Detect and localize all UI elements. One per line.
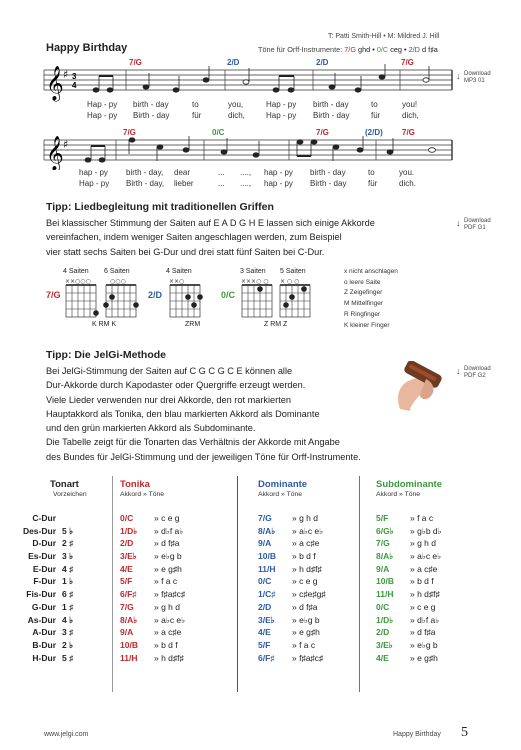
table-divider bbox=[112, 476, 113, 692]
chord-cell: 10/B » b d f bbox=[258, 551, 316, 562]
orff-part: 7/G bbox=[344, 45, 357, 54]
lyric-word: lieber bbox=[174, 179, 194, 188]
chord-cell: 8/A♭ » a♭c e♭ bbox=[120, 614, 186, 625]
key-name: G-Dur bbox=[31, 601, 56, 612]
chord-label: 2/D bbox=[316, 58, 329, 67]
chord-cell: 2/D » d f♯a bbox=[120, 538, 180, 549]
chord-cell: 11/H » h d♯f♯ bbox=[120, 652, 184, 663]
table-divider bbox=[359, 476, 360, 692]
finger-labels: K RM K bbox=[92, 321, 117, 328]
download-pdf-g1[interactable] bbox=[456, 218, 491, 232]
download-label: Download bbox=[464, 366, 491, 372]
column-subheader: Akkord » Töne bbox=[376, 491, 421, 498]
lyric-word: Birth - day bbox=[313, 111, 350, 120]
key-signature: 1 ♯ bbox=[62, 601, 74, 612]
key-signature: 4 ♭ bbox=[62, 614, 74, 625]
chord-cell: 2/D » d f♯a bbox=[258, 601, 318, 612]
treble-clef-icon: 𝄞 bbox=[46, 136, 64, 170]
footer-url[interactable]: www.jelgi.com bbox=[44, 731, 89, 738]
lyric-word: für bbox=[371, 111, 381, 120]
tip2-heading: Tipp: Die JelGi-Methode bbox=[46, 349, 166, 361]
key-name: Es-Dur bbox=[28, 551, 56, 562]
key-name: D-Dur bbox=[32, 538, 56, 549]
lyric-word: to bbox=[368, 168, 375, 177]
download-arrow-icon: ↓ bbox=[456, 71, 461, 81]
column-tonika bbox=[120, 479, 164, 498]
lyric-word: Hap - py bbox=[87, 111, 118, 120]
svg-text:3: 3 bbox=[72, 72, 77, 81]
column-subheader: Vorzeichen bbox=[53, 491, 87, 498]
finger-legend: x nicht anschlagen o leere Saite Z Zeigefinger M Mittelfinger R Ringfinger K kleiner Finger bbox=[344, 268, 398, 329]
table-row bbox=[8, 575, 434, 588]
chord-strings-label: 3 Saiten bbox=[240, 268, 266, 275]
lyric-word: you! bbox=[402, 100, 418, 109]
table-row bbox=[8, 512, 434, 525]
chord-label: 7/G bbox=[402, 128, 415, 137]
svg-text:××○: ××○ bbox=[169, 278, 185, 285]
lyric-word: dear bbox=[174, 168, 191, 177]
chord-cell: 8/A♭ » a♭c e♭ bbox=[258, 525, 324, 536]
lyric-word: für bbox=[192, 111, 202, 120]
download-mp3[interactable] bbox=[456, 71, 491, 85]
column-dominante bbox=[258, 479, 307, 498]
chord-cell: 10/B » b d f bbox=[120, 639, 178, 650]
chord-cell: 6/G♭ » g♭b d♭ bbox=[376, 525, 442, 536]
chord-label: 0/C bbox=[212, 128, 225, 137]
lyric-word: Birth - day, bbox=[126, 179, 165, 188]
download-arrow-icon: ↓ bbox=[456, 218, 461, 228]
page-number: 5 bbox=[461, 725, 468, 740]
orff-part: 0/C bbox=[376, 45, 389, 54]
chord-cell: 9/A » a c♯e bbox=[120, 627, 182, 638]
key-signature: 2 ♯ bbox=[62, 538, 74, 549]
svg-text:× ○ ○: × ○ ○ bbox=[280, 278, 300, 285]
footer-song: Happy Birthday bbox=[393, 731, 441, 738]
chord-cell: 0/C » c e g bbox=[376, 601, 436, 612]
chord-cell: 4/E » e g♯h bbox=[258, 627, 320, 638]
download-label: Download bbox=[464, 71, 491, 77]
lyric-word: hap - py bbox=[264, 168, 293, 177]
lyric-word: birth - day bbox=[313, 100, 349, 109]
lyric-word: birth - day bbox=[133, 100, 169, 109]
lyric-word: to bbox=[192, 100, 199, 109]
lyric-word: Hap - py bbox=[266, 100, 297, 109]
chord-cell: 6/F♯ » f♯a♯c♯ bbox=[120, 589, 186, 600]
table-row bbox=[8, 614, 440, 627]
table-row bbox=[8, 601, 436, 614]
table-row bbox=[8, 639, 438, 652]
column-subdominante bbox=[376, 479, 442, 498]
lyric-word: hap - py bbox=[264, 179, 293, 188]
lyric-word: Birth - day bbox=[310, 179, 347, 188]
column-header: Tonart bbox=[50, 479, 79, 490]
chord-label: 7/G bbox=[129, 58, 142, 67]
key-signature: 1 ♭ bbox=[62, 576, 74, 587]
column-header: Subdominante bbox=[376, 479, 442, 490]
lyric-word: birth - day, bbox=[126, 168, 164, 177]
orff-part: d f♯a bbox=[419, 45, 438, 54]
lyric-word: Hap - py bbox=[266, 111, 297, 120]
key-name: F-Dur bbox=[33, 576, 56, 587]
lyric-word: Birth - day bbox=[133, 111, 170, 120]
orff-part: 2/D bbox=[408, 45, 420, 54]
table-row bbox=[8, 652, 438, 665]
table-divider bbox=[237, 476, 238, 692]
song-title: Happy Birthday bbox=[46, 42, 128, 54]
chord-cell: 9/A » a c♯e bbox=[376, 563, 438, 574]
table-row bbox=[8, 588, 440, 601]
chord-cell: 3/E♭ » e♭g b bbox=[376, 639, 438, 650]
chord-cell: 7/G » g h d bbox=[120, 601, 180, 612]
lyric-word: dich, bbox=[402, 111, 419, 120]
key-name: B-Dur bbox=[32, 639, 56, 650]
lyric-word: für bbox=[368, 179, 378, 188]
table-row bbox=[8, 537, 436, 550]
table-row bbox=[8, 550, 442, 563]
table-row bbox=[8, 626, 436, 639]
column-header: Tonika bbox=[120, 479, 150, 490]
orff-part: ghd • bbox=[356, 45, 377, 54]
chord-cell: 4/E » e g♯h bbox=[376, 652, 438, 663]
chord-cell: 8/A♭ » a♭c e♭ bbox=[376, 551, 442, 562]
tip1-heading: Tipp: Liedbegleitung mit traditionellen Griffen bbox=[46, 201, 274, 213]
lyric-word: hap - py bbox=[79, 168, 108, 177]
key-signature: 2 ♭ bbox=[62, 639, 74, 650]
key-name: A-Dur bbox=[32, 627, 56, 638]
chord-strings-label: 4 Saiten bbox=[63, 268, 89, 275]
key-name: Des-Dur bbox=[22, 525, 56, 536]
lyric-word: you. bbox=[399, 168, 415, 177]
capo-hand-image bbox=[390, 361, 452, 413]
download-file: PDF G2 bbox=[464, 373, 486, 379]
treble-clef-icon: 𝄞 bbox=[46, 66, 64, 101]
chord-cell: 5/F » f a c bbox=[120, 576, 178, 587]
chord-cell: 3/E♭ » e♭g b bbox=[120, 551, 182, 562]
orff-notes bbox=[258, 45, 438, 54]
chord-strings-label: 4 Saiten bbox=[166, 268, 192, 275]
table-row bbox=[8, 563, 438, 576]
download-pdf-g2[interactable] bbox=[456, 366, 491, 380]
chord-diagrams bbox=[60, 277, 350, 341]
chord-label: 7/G bbox=[123, 128, 136, 137]
finger-labels: ZRM bbox=[185, 321, 201, 328]
chord-cell: 7/G » g h d bbox=[258, 513, 318, 523]
lyric-word: to bbox=[371, 100, 378, 109]
key-name: E-Dur bbox=[32, 563, 56, 574]
key-name: As-Dur bbox=[27, 614, 56, 625]
key-table bbox=[8, 512, 442, 664]
chord-cell: 11/H » h d♯f♯ bbox=[376, 589, 440, 600]
chord-cell: 9/A » a c♯e bbox=[258, 538, 320, 549]
svg-text:♯: ♯ bbox=[63, 138, 69, 151]
svg-text:××○○○: ××○○○ bbox=[65, 278, 91, 285]
svg-text:♯: ♯ bbox=[63, 68, 69, 81]
chord-strings-label: 5 Saiten bbox=[280, 268, 306, 275]
lyric-word: Hap - py bbox=[79, 179, 110, 188]
key-signature: 6 ♯ bbox=[62, 589, 74, 600]
svg-text:4: 4 bbox=[72, 81, 77, 90]
key-name: C-Dur bbox=[32, 513, 56, 523]
key-signature: 3 ♭ bbox=[62, 551, 74, 562]
download-file: PDF G1 bbox=[464, 225, 486, 231]
lyric-word: ...., bbox=[240, 168, 252, 177]
table-row bbox=[8, 525, 442, 538]
chord-cell: 3/E♭ » e♭g b bbox=[258, 614, 320, 625]
download-file: MP3 01 bbox=[464, 78, 485, 84]
lyric-word: Hap - py bbox=[87, 100, 118, 109]
lyric-word: dich. bbox=[399, 179, 416, 188]
chord-strings-label: 6 Saiten bbox=[104, 268, 130, 275]
chord-label: (2/D) bbox=[365, 128, 383, 137]
orff-part: ceg • bbox=[388, 45, 409, 54]
chord-cell: 4/E » e g♯h bbox=[120, 563, 182, 574]
orff-chord-list bbox=[344, 45, 438, 54]
finger-labels: Z RM Z bbox=[264, 321, 288, 328]
chord-name-c: 0/C bbox=[221, 290, 236, 300]
chord-cell: 5/F » f a c bbox=[258, 639, 316, 650]
chord-cell: 7/G » g h d bbox=[376, 538, 436, 549]
lyric-word: ...., bbox=[240, 179, 252, 188]
chord-label: 2/D bbox=[227, 58, 240, 67]
column-subheader: Akkord » Töne bbox=[258, 491, 303, 498]
lyric-word: birth - day bbox=[310, 168, 346, 177]
chord-cell: 10/B » b d f bbox=[376, 576, 434, 587]
chord-cell: 1/C♯ » c♯e♯g♯ bbox=[258, 589, 326, 600]
key-signature: 4 ♯ bbox=[62, 563, 74, 574]
music-staff-2 bbox=[36, 134, 460, 170]
chord-cell: 0/C » c e g bbox=[258, 576, 318, 587]
chord-name-g: 7/G bbox=[46, 290, 61, 300]
svg-text:○○○: ○○○ bbox=[110, 278, 126, 285]
column-tonart bbox=[50, 479, 87, 498]
chord-cell: 1/D♭ » d♭f a♭ bbox=[120, 525, 184, 536]
key-name: Fis-Dur bbox=[26, 589, 56, 600]
chord-name-d: 2/D bbox=[148, 290, 163, 300]
chord-label: 7/G bbox=[401, 58, 414, 67]
column-subheader: Akkord » Töne bbox=[120, 491, 165, 498]
lyric-word: ... bbox=[218, 168, 225, 177]
orff-prefix: Töne für Orff-Instrumente: bbox=[258, 45, 343, 54]
tip2-text: Bei JelGi-Stimmung der Saiten auf C G C G C E können alle Dur-Akkorde durch Kapodaster oder Quergriffe erzeugt werden. Viele Lieder verwenden nur drei Akkorde, den rot markierten Hauptakkord als Tonika, den blau markierten Akkord als Dominante und den grün markierten Akkord als Subdominante. Die Tabelle zeigt für die Tonarten das Verhältnis der Akkorde mit Angabe des Bundes für JelGi-Stimmung und der jeweiligen Töne für Orff-Instrumente. bbox=[46, 366, 361, 462]
chord-cell: 11/H » h d♯f♯ bbox=[258, 563, 322, 574]
column-header: Dominante bbox=[258, 479, 308, 490]
tip1-text: Bei klassischer Stimmung der Saiten auf E A D G H E lassen sich einige Akkorde vereinfachen, indem weniger Saiten angeschlagen werden, zum Beispiel vier statt sechs Saiten bei G-Dur und drei statt fünf Saiten bei C-Dur. bbox=[46, 218, 375, 257]
chord-cell: 1/D♭ » d♭f a♭ bbox=[376, 614, 440, 625]
chord-label: 7/G bbox=[316, 128, 329, 137]
lyric-word: dich, bbox=[228, 111, 245, 120]
chord-cell: 6/F♯ » f♯a♯c♯ bbox=[258, 652, 324, 663]
svg-text:×××○ ○: ×××○ ○ bbox=[241, 278, 269, 285]
key-signature: 5 ♭ bbox=[62, 525, 74, 536]
download-arrow-icon: ↓ bbox=[456, 366, 461, 376]
lyric-word: ... bbox=[218, 179, 225, 188]
key-signature: 3 ♯ bbox=[62, 627, 74, 638]
key-signature: 5 ♯ bbox=[62, 652, 74, 663]
chord-cell: 5/F » f a c bbox=[376, 513, 434, 523]
key-name: H-Dur bbox=[32, 652, 56, 663]
lyric-word: you, bbox=[228, 100, 244, 109]
chord-cell: 0/C » c e g bbox=[120, 513, 180, 523]
chord-cell: 2/D » d f♯a bbox=[376, 627, 436, 638]
download-label: Download bbox=[464, 218, 491, 224]
song-credits: T: Patti Smith-Hill • M: Mildred J. Hill bbox=[328, 33, 440, 40]
